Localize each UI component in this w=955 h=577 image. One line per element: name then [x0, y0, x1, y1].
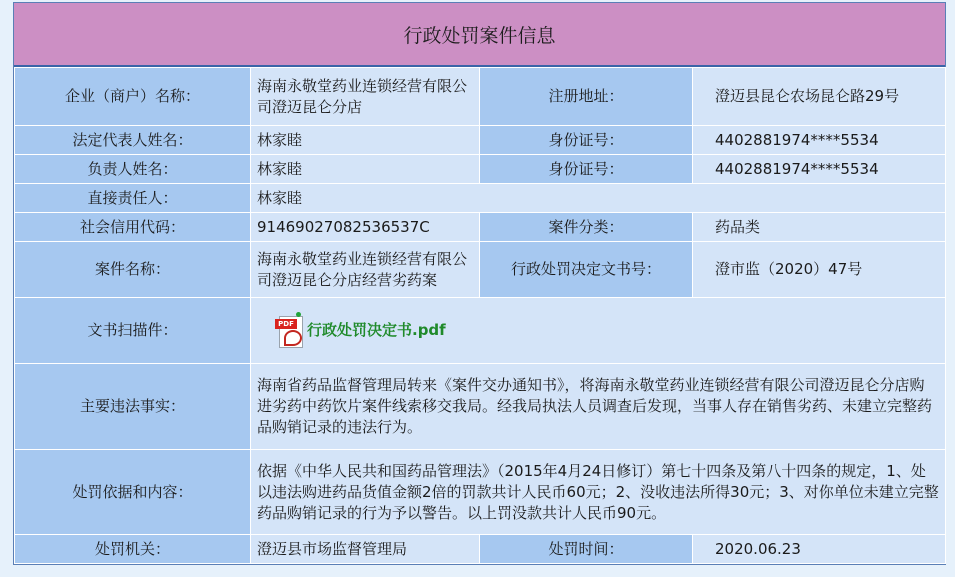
credit-code-label: 社会信用代码：: [15, 213, 251, 242]
authority-value: 澄迈县市场监督管理局: [251, 535, 480, 564]
legal-rep-label: 法定代表人姓名：: [15, 126, 251, 155]
scan-cell: [251, 298, 946, 364]
decision-no-value: 澄市监（2020）47号: [693, 242, 946, 298]
manager-label: 负责人姓名：: [15, 155, 251, 184]
table-row: [15, 364, 946, 450]
address-label: 注册地址：: [480, 68, 693, 126]
pdf-download-link[interactable]: 行政处罚决定书.pdf: [307, 321, 446, 339]
scan-label: 文书扫描件：: [15, 298, 251, 364]
table-row: [15, 126, 946, 155]
id-label: 身份证号：: [480, 126, 693, 155]
credit-code-value: 91469027082536537C: [251, 213, 480, 242]
manager-value: 林家睦: [251, 155, 480, 184]
id-label: 身份证号：: [480, 155, 693, 184]
info-table: [14, 67, 946, 564]
legal-rep-value: 林家睦: [251, 126, 480, 155]
company-value: 海南永敬堂药业连锁经营有限公司澄迈昆仑分店: [251, 68, 480, 126]
table-row: [15, 535, 946, 564]
direct-responsible-value: 林家睦: [251, 184, 946, 213]
decision-no-label: 行政处罚决定文书号：: [480, 242, 693, 298]
penalty-info-panel: [13, 2, 946, 565]
case-name-label: 案件名称：: [15, 242, 251, 298]
table-row: [15, 450, 946, 535]
facts-label: 主要违法事实：: [15, 364, 251, 450]
direct-responsible-label: 直接责任人：: [15, 184, 251, 213]
address-value: 澄迈县昆仑农场昆仑路29号: [693, 68, 946, 126]
basis-value: 依据《中华人民共和国药品管理法》（2015年4月24日修订）第七十四条及第八十四条的规定，1、处以违法购进药品货值金额2倍的罚款共计人民币60元；2、没收违法所得30元；3、对你单位未建立完整药品购销记录的行为予以警告。以上罚没款共计人民币90元。: [251, 450, 946, 535]
facts-value: 海南省药品监督管理局转来《案件交办通知书》，将海南永敬堂药业连锁经营有限公司澄迈昆仑分店购进劣药中药饮片案件线索移交我局。经我局执法人员调查后发现，当事人存在销售劣药、未建立完整药品购销记录的违法行为。: [251, 364, 946, 450]
penalty-date-label: 处罚时间：: [480, 535, 693, 564]
case-name-value: 海南永敬堂药业连锁经营有限公司澄迈昆仑分店经营劣药案: [251, 242, 480, 298]
table-row: [15, 155, 946, 184]
table-row: [15, 184, 946, 213]
page-title: 行政处罚案件信息: [14, 3, 945, 67]
case-category-label: 案件分类：: [480, 213, 693, 242]
case-category-value: 药品类: [693, 213, 946, 242]
table-row: [15, 298, 946, 364]
table-row: [15, 68, 946, 126]
table-row: [15, 213, 946, 242]
penalty-date-value: 2020.06.23: [693, 535, 946, 564]
basis-label: 处罚依据和内容：: [15, 450, 251, 535]
table-row: [15, 242, 946, 298]
authority-label: 处罚机关：: [15, 535, 251, 564]
company-label: 企业（商户）名称：: [15, 68, 251, 126]
id-value: 4402881974****5534: [693, 155, 946, 184]
id-value: 4402881974****5534: [693, 126, 946, 155]
pdf-file-icon[interactable]: PDF: [275, 315, 303, 347]
pdf-attachment[interactable]: [257, 315, 939, 347]
